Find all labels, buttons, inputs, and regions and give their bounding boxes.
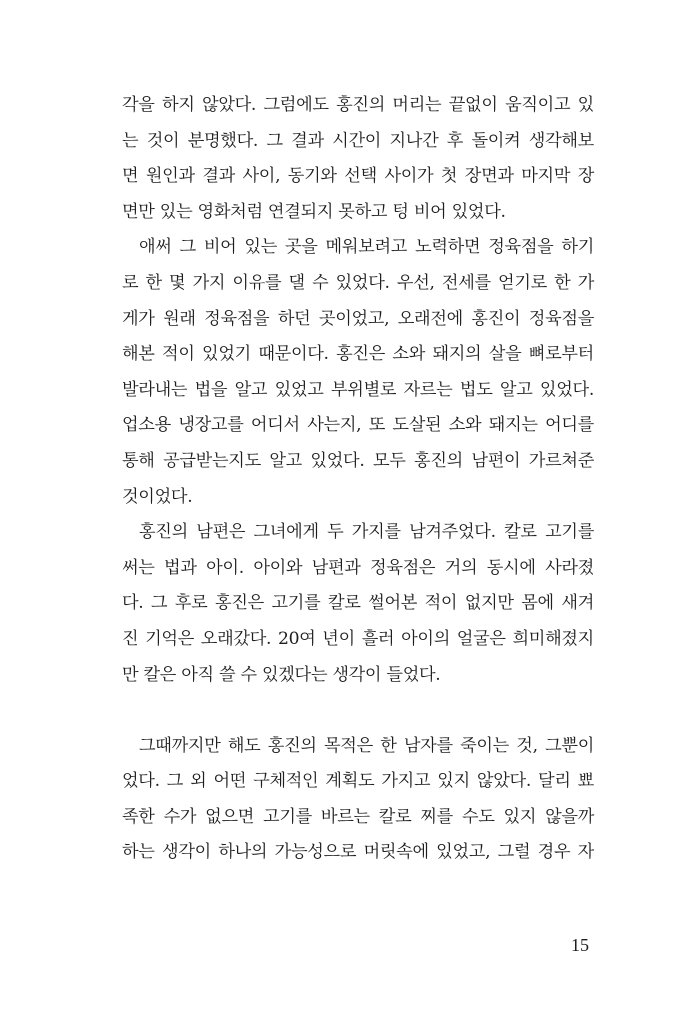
- text-line: 업소용 냉장고를 어디서 사는지, 또 도살된 소와 돼지는 어디를: [122, 415, 594, 436]
- text-line: 홍진의 남편은 그녀에게 두 가지를 남겨주었다. 칼로 고기를: [139, 522, 594, 543]
- text-line: 었다. 그 외 어떤 구체적인 계획도 가지고 있지 않았다. 달리 뾰: [122, 771, 594, 792]
- text-line: 그때까지만 해도 홍진의 목적은 한 남자를 죽이는 것, 그뿐이: [139, 735, 594, 756]
- text-line: 만 칼은 아직 쓸 수 있겠다는 생각이 들었다.: [122, 664, 441, 685]
- body-text: [122, 88, 594, 871]
- text-line: 면 원인과 결과 사이, 동기와 선택 사이가 첫 장면과 마지막 장: [122, 166, 594, 187]
- text-line: 족한 수가 없으면 고기를 바르는 칼로 찌를 수도 있지 않을까: [122, 806, 594, 827]
- text-line: 다. 그 후로 홍진은 고기를 칼로 썰어본 적이 없지만 몸에 새겨: [122, 593, 594, 614]
- paragraph-1: [122, 88, 594, 230]
- text-line: 발라내는 법을 알고 있었고 부위별로 자르는 법도 알고 있었다.: [122, 379, 594, 400]
- section-break: [122, 693, 594, 729]
- paragraph-4: [122, 729, 594, 871]
- paragraph-3: [122, 515, 594, 693]
- text-line: 것이었다.: [122, 486, 193, 507]
- text-line: 통해 공급받는지도 알고 있었다. 모두 홍진의 남편이 가르쳐준: [122, 450, 594, 471]
- page-number: 15: [571, 935, 589, 955]
- text-line: 써는 법과 아이. 아이와 남편과 정육점은 거의 동시에 사라졌: [122, 557, 594, 578]
- text-line: 각을 하지 않았다. 그럼에도 홍진의 머리는 끝없이 움직이고 있: [122, 95, 594, 115]
- text-line: 애써 그 비어 있는 곳을 메워보려고 노력하면 정육점을 하기: [139, 237, 594, 258]
- paragraph-2: [122, 230, 594, 515]
- text-line: 하는 생각이 하나의 가능성으로 머릿속에 있었고, 그럴 경우 자: [122, 842, 594, 863]
- text-line: 해본 적이 있었기 때문이다. 홍진은 소와 돼지의 살을 뼈로부터: [122, 344, 594, 365]
- text-line: 로 한 몇 가지 이유를 댈 수 있었다. 우선, 전세를 얻기로 한 가: [122, 272, 594, 293]
- text-line: 는 것이 분명했다. 그 결과 시간이 지나간 후 돌이켜 생각해보: [122, 130, 594, 151]
- text-line: 진 기억은 오래갔다. 20여 년이 흘러 아이의 얼굴은 희미해졌지: [122, 628, 594, 649]
- text-line: 게가 원래 정육점을 하던 곳이었고, 오래전에 홍진이 정육점을: [122, 308, 594, 329]
- text-line: 면만 있는 영화처럼 연결되지 못하고 텅 비어 있었다.: [122, 201, 506, 222]
